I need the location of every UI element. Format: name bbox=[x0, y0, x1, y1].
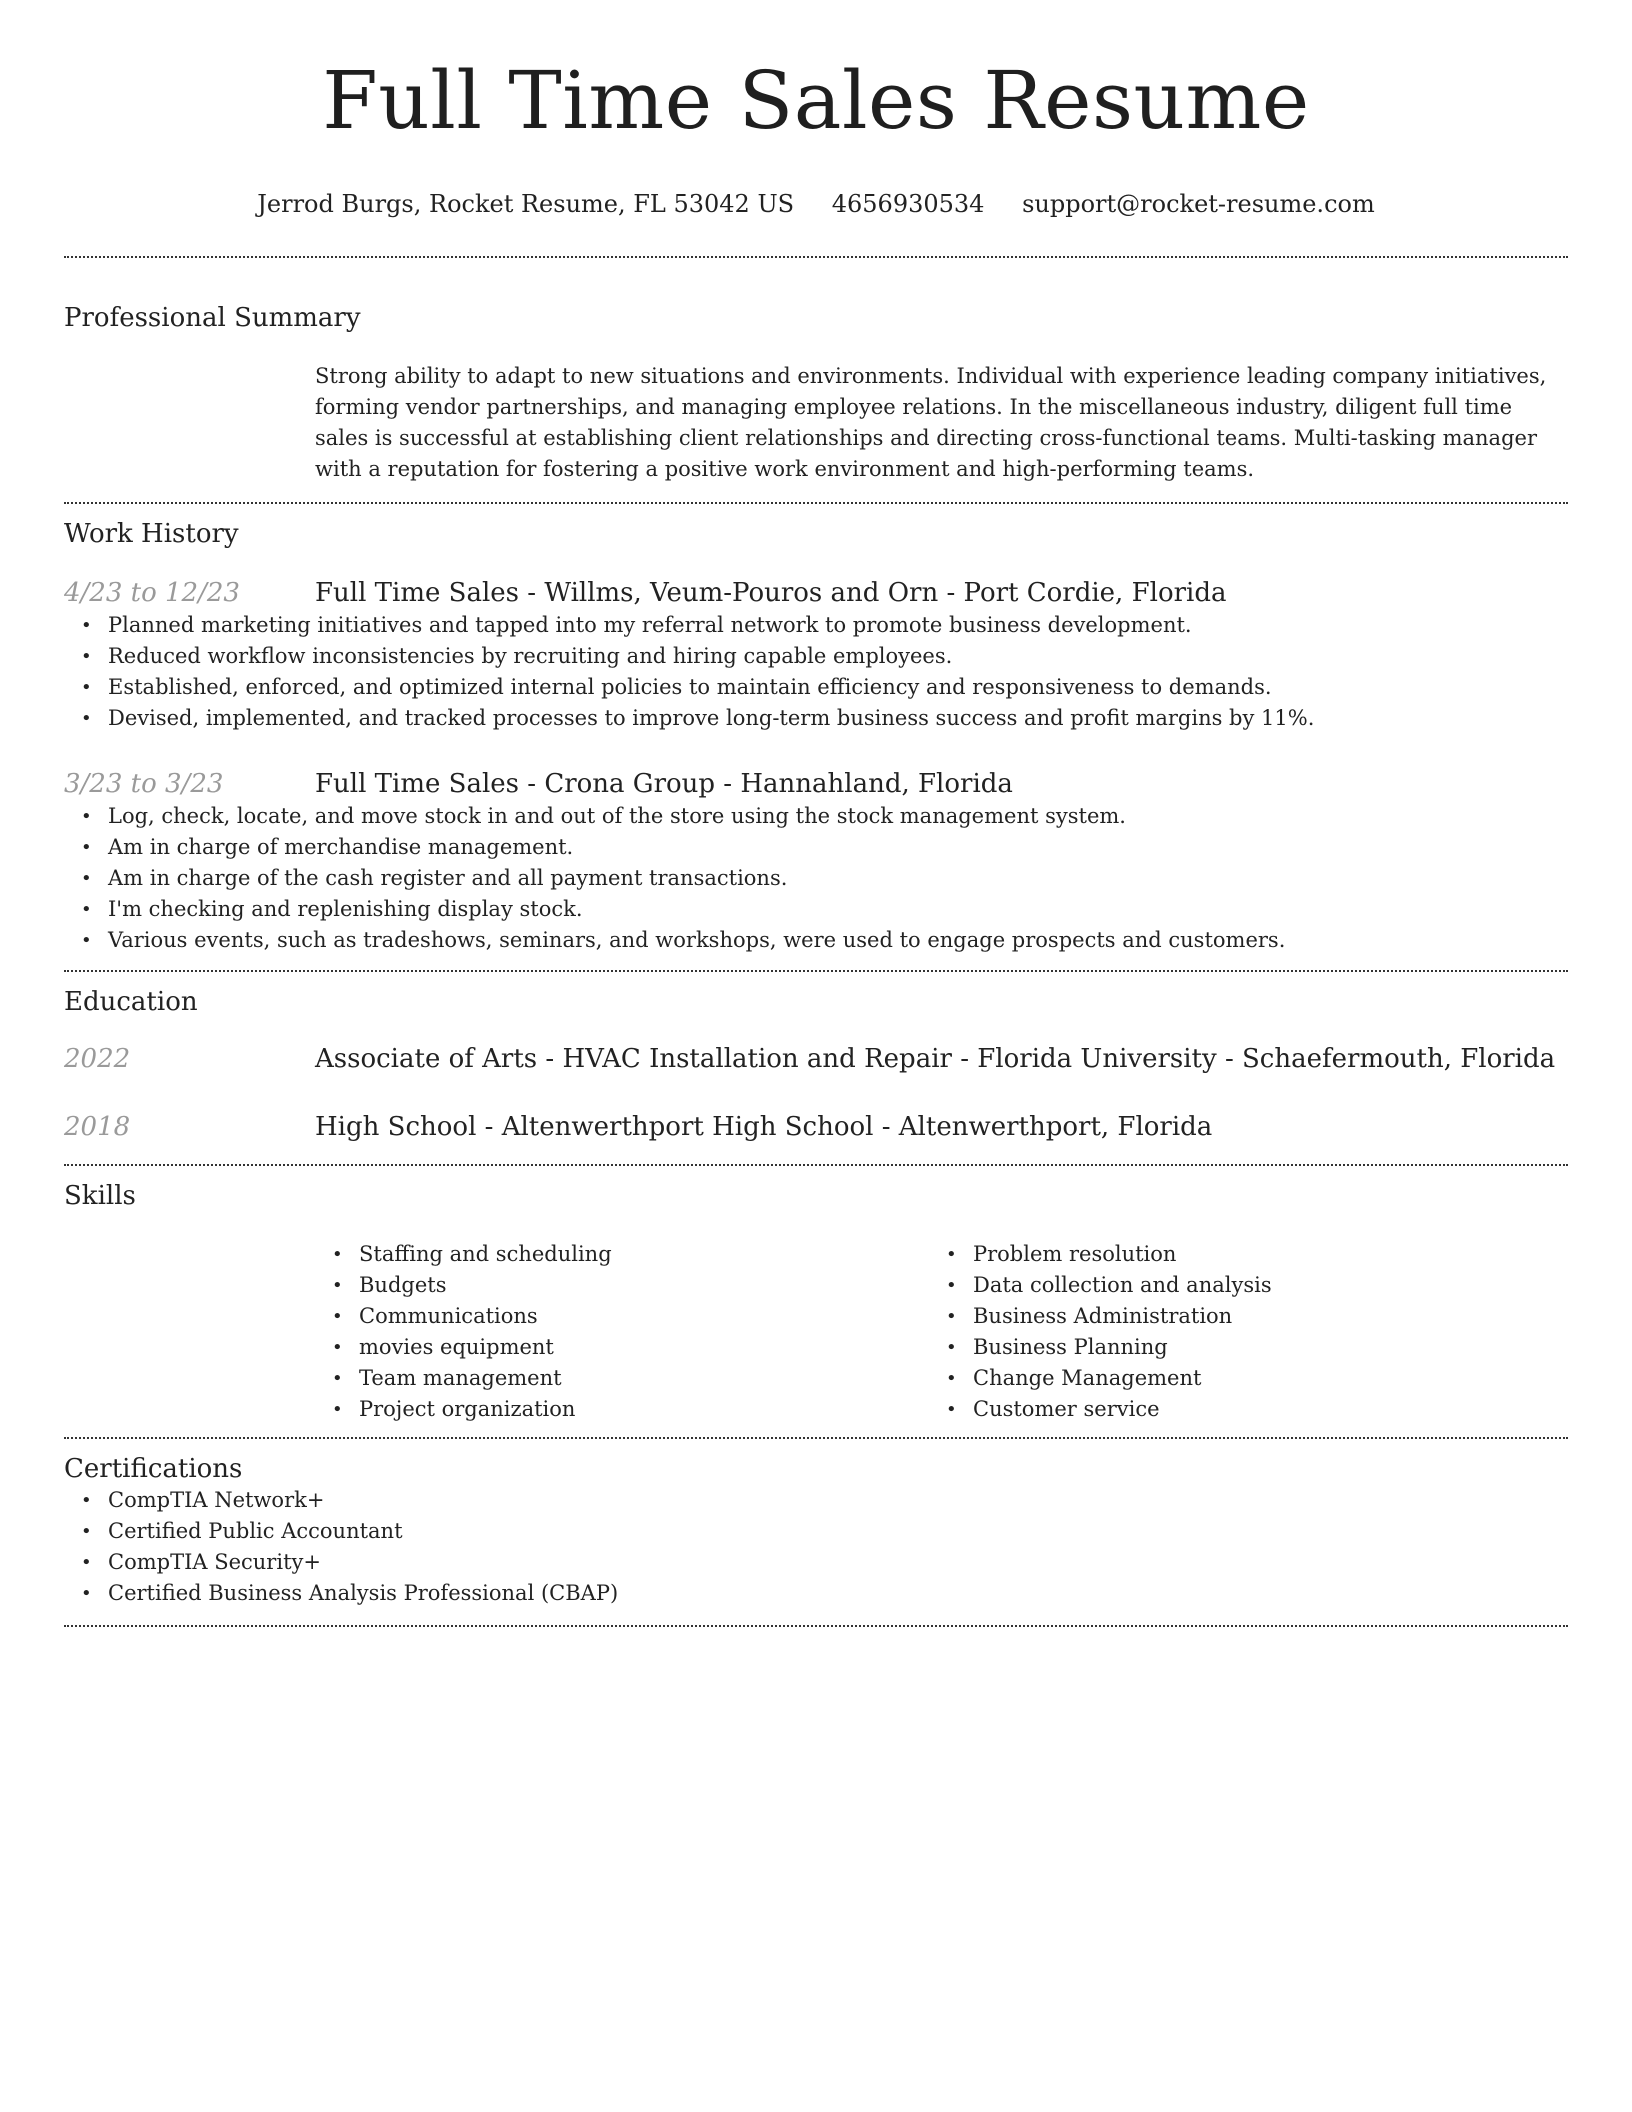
job-bullet: • Reduced workflow inconsistencies by recruiting and hiring capable employees. bbox=[64, 641, 1568, 672]
section-divider bbox=[64, 970, 1568, 972]
job-bullet: • I'm checking and replenishing display stock. bbox=[64, 894, 1568, 925]
job-bullets bbox=[64, 610, 1568, 734]
job-bullet: • Established, enforced, and optimized internal policies to maintain efficiency and responsiveness to demands. bbox=[64, 672, 1568, 703]
education-title bbox=[315, 1110, 1212, 1144]
job-entry bbox=[64, 576, 1568, 610]
education-year: 2018 bbox=[64, 1112, 131, 1142]
summary-heading: Professional Summary bbox=[64, 303, 361, 333]
education-title bbox=[315, 1042, 1555, 1076]
job-bullet: • Am in charge of merchandise management. bbox=[64, 832, 1568, 863]
skills-list-right bbox=[929, 1239, 1543, 1425]
job-bullet: • Devised, implemented, and tracked processes to improve long-term business success and profit margins by 11%. bbox=[64, 703, 1568, 734]
job-bullet: • Various events, such as tradeshows, seminars, and workshops, were used to engage prospects and customers. bbox=[64, 925, 1568, 956]
job-title: Full Time Sales - Crona Group - Hannahland, Florida bbox=[315, 769, 1013, 799]
skill-item: • Business Administration bbox=[929, 1301, 1543, 1332]
certification-item: • CompTIA Security+ bbox=[64, 1547, 1568, 1578]
skill-item: • Communications bbox=[315, 1301, 929, 1332]
section-divider bbox=[64, 1625, 1568, 1627]
education-degree: High School bbox=[315, 1112, 477, 1142]
section-divider bbox=[64, 256, 1568, 258]
education-entry bbox=[64, 1042, 1568, 1076]
skill-item: • Customer service bbox=[929, 1394, 1543, 1425]
contact-line bbox=[64, 188, 1568, 220]
education-entry bbox=[64, 1110, 1568, 1144]
contact-email: support@rocket-resume.com bbox=[1022, 190, 1375, 218]
job-entry bbox=[64, 767, 1568, 801]
work-history-heading: Work History bbox=[64, 519, 239, 549]
contact-phone: 4656930534 bbox=[831, 190, 985, 218]
skill-item: • Problem resolution bbox=[929, 1239, 1543, 1270]
section-divider bbox=[64, 1437, 1568, 1439]
certification-item: • Certified Public Accountant bbox=[64, 1516, 1568, 1547]
skill-item: • Business Planning bbox=[929, 1332, 1543, 1363]
skills-columns bbox=[315, 1239, 1568, 1425]
education-school: - Altenwerthport High School - Altenwerthport, Florida bbox=[476, 1112, 1213, 1142]
education-degree: Associate of Arts - HVAC Installation and Repair bbox=[315, 1044, 952, 1074]
certifications-list bbox=[64, 1485, 1568, 1609]
resume-title: Full Time Sales Resume bbox=[322, 54, 1310, 147]
skill-item: • Change Management bbox=[929, 1363, 1543, 1394]
education-school: - Florida University - Schaefermouth, Florida bbox=[951, 1044, 1556, 1074]
job-dates: 3/23 to 3/23 bbox=[64, 769, 224, 799]
skill-item: • Project organization bbox=[315, 1394, 929, 1425]
skill-item: • Staffing and scheduling bbox=[315, 1239, 929, 1270]
skill-item: • movies equipment bbox=[315, 1332, 929, 1363]
certification-item: • CompTIA Network+ bbox=[64, 1485, 1568, 1516]
job-dates: 4/23 to 12/23 bbox=[64, 578, 240, 608]
skill-item: • Team management bbox=[315, 1363, 929, 1394]
contact-address: Jerrod Burgs, Rocket Resume, FL 53042 US bbox=[257, 190, 795, 218]
certifications-heading: Certifications bbox=[64, 1454, 243, 1484]
certification-item: • Certified Business Analysis Professional (CBAP) bbox=[64, 1578, 1568, 1609]
skill-item: • Budgets bbox=[315, 1270, 929, 1301]
education-heading: Education bbox=[64, 987, 198, 1017]
section-divider bbox=[64, 502, 1568, 504]
summary-text: Strong ability to adapt to new situations and environments. Individual with experience leading company initiatives, forming vendor partnerships, and managing employee relations. In the miscellaneous industry, diligent full time sales is successful at establishing client relationships and directing cross-functional teams. Multi-tasking manager with a reputation for fostering a positive work environment and high-performing teams. bbox=[315, 364, 1547, 481]
job-bullet: • Planned marketing initiatives and tapped into my referral network to promote business development. bbox=[64, 610, 1568, 641]
job-bullet: • Log, check, locate, and move stock in and out of the store using the stock management system. bbox=[64, 801, 1568, 832]
job-bullet: • Am in charge of the cash register and all payment transactions. bbox=[64, 863, 1568, 894]
education-year: 2022 bbox=[64, 1044, 131, 1074]
job-bullets bbox=[64, 801, 1568, 956]
skills-heading: Skills bbox=[64, 1181, 136, 1211]
section-divider bbox=[64, 1164, 1568, 1166]
job-title: Full Time Sales - Willms, Veum-Pouros and Orn - Port Cordie, Florida bbox=[315, 578, 1227, 608]
skill-item: • Data collection and analysis bbox=[929, 1270, 1543, 1301]
skills-list-left bbox=[315, 1239, 929, 1425]
